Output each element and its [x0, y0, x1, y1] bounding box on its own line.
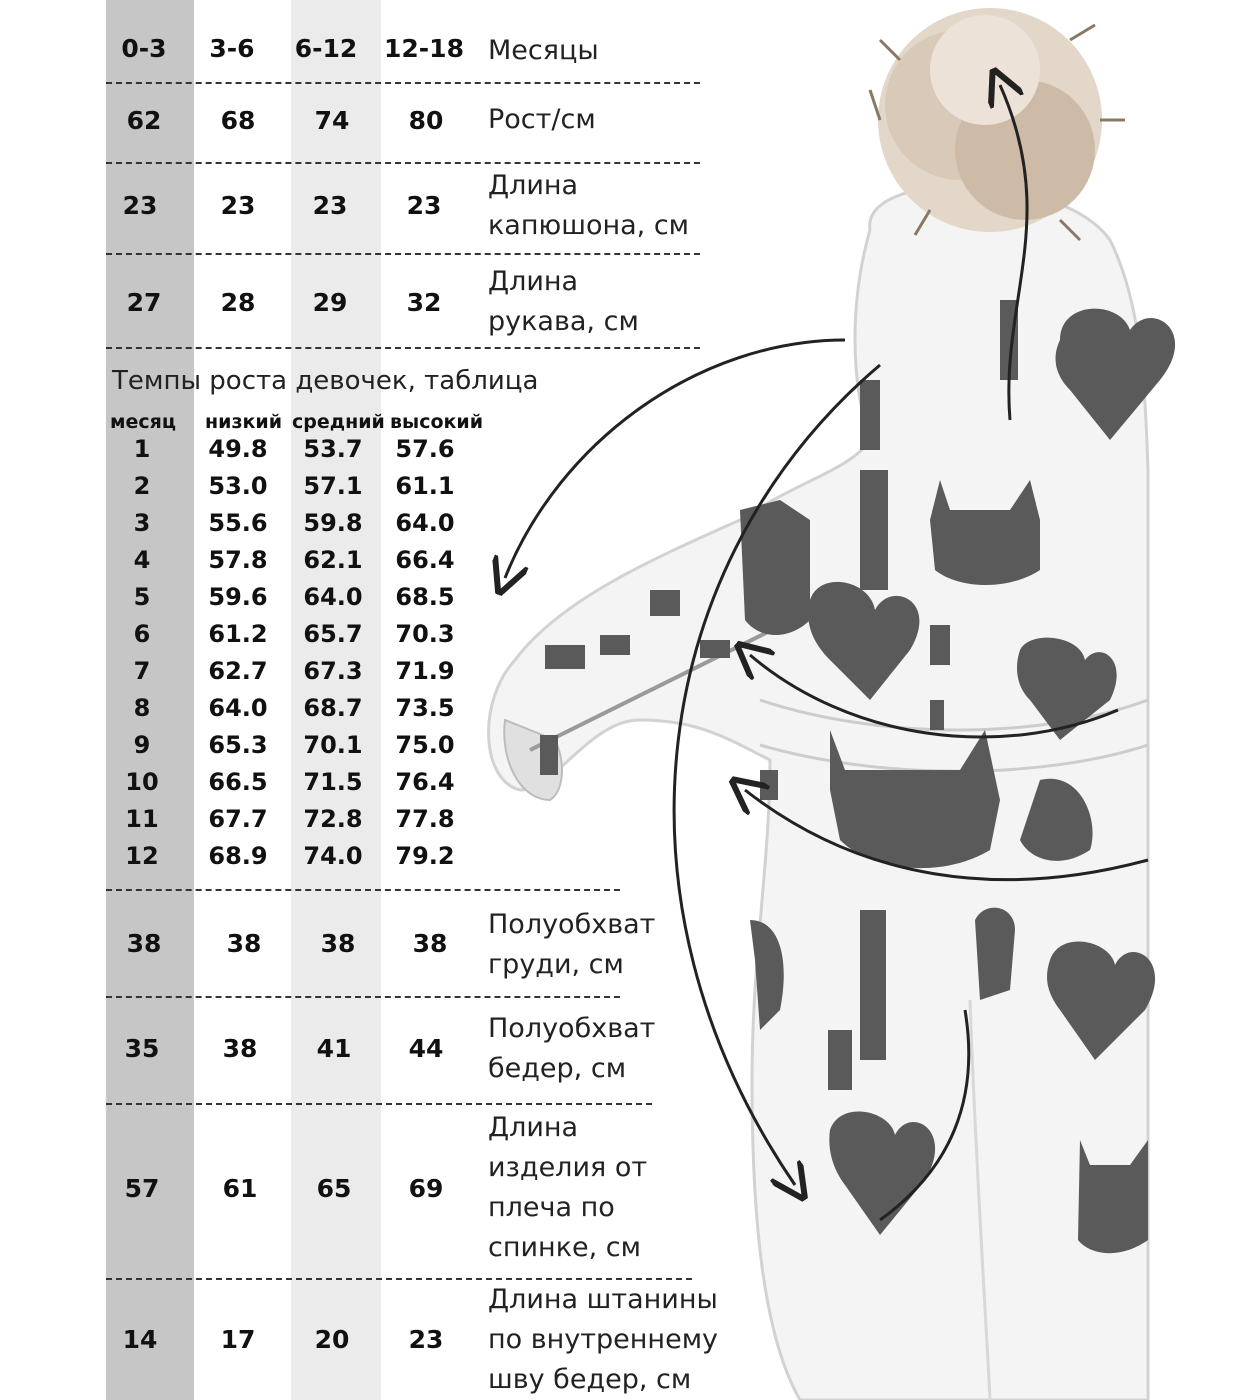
growth-value-cell: 53.7 [303, 435, 363, 463]
value-cell: 20 [314, 1325, 350, 1354]
growth-value-cell: 61.2 [208, 620, 268, 648]
heart-print [975, 908, 1015, 1000]
growth-value-cell: 64.0 [395, 509, 455, 537]
value-cell: 17 [220, 1325, 256, 1354]
value-cell: 27 [126, 288, 162, 317]
value-cell: 38 [222, 1034, 258, 1063]
stripe-print [545, 645, 585, 669]
measure-label: Длина капюшона, см [488, 170, 690, 241]
stripe-print [650, 590, 680, 616]
growth-value-cell: 65.3 [208, 731, 268, 759]
value-cell: 38 [320, 929, 356, 958]
growth-value-cell: 77.8 [395, 805, 455, 833]
stripe-print [860, 910, 886, 1060]
value-cell: 41 [316, 1034, 352, 1063]
growth-value-cell: 68.9 [208, 842, 268, 870]
stripe-print [828, 1030, 852, 1090]
header-col-3: 12-18 [384, 34, 464, 63]
growth-value-cell: 53.0 [208, 472, 268, 500]
measure-label: Рост/см [488, 104, 596, 135]
value-cell: 32 [406, 288, 442, 317]
stripe-print [760, 770, 778, 800]
value-cell: 23 [122, 191, 158, 220]
measure-label: Длина изделия от плеча по спинке, см [488, 1112, 648, 1263]
growth-month-cell: 4 [133, 546, 151, 574]
measure-label: Длина штанины по внутреннему шву бедер, см [488, 1284, 719, 1395]
growth-month-cell: 8 [133, 694, 151, 722]
value-cell: 23 [312, 191, 348, 220]
growth-header-low: низкий [205, 411, 283, 433]
growth-month-cell: 12 [125, 842, 159, 870]
growth-value-cell: 75.0 [395, 731, 455, 759]
value-cell: 23 [220, 191, 256, 220]
growth-value-cell: 79.2 [395, 842, 455, 870]
growth-value-cell: 67.3 [303, 657, 363, 685]
value-cell: 62 [126, 106, 162, 135]
growth-value-cell: 73.5 [395, 694, 455, 722]
value-cell: 38 [226, 929, 262, 958]
value-cell: 23 [406, 191, 442, 220]
growth-value-cell: 57.1 [303, 472, 363, 500]
stripe-print [930, 700, 944, 730]
stripe-print [700, 640, 730, 658]
jumpsuit-illustration [480, 0, 1248, 1400]
growth-value-cell: 62.7 [208, 657, 268, 685]
growth-value-cell: 68.7 [303, 694, 363, 722]
growth-month-cell: 2 [133, 472, 151, 500]
growth-value-cell: 66.5 [208, 768, 268, 796]
growth-value-cell: 74.0 [303, 842, 363, 870]
value-cell: 28 [220, 288, 256, 317]
stripe-print [860, 380, 880, 450]
growth-month-cell: 10 [125, 768, 159, 796]
header-col-1: 3-6 [209, 34, 255, 63]
growth-value-cell: 49.8 [208, 435, 268, 463]
growth-month-cell: 6 [133, 620, 151, 648]
growth-value-cell: 71.5 [303, 768, 363, 796]
growth-value-cell: 70.1 [303, 731, 363, 759]
growth-value-cell: 76.4 [395, 768, 455, 796]
growth-value-cell: 67.7 [208, 805, 268, 833]
stripe-print [600, 635, 630, 655]
growth-month-cell: 3 [133, 509, 151, 537]
measure-label: Полуобхват бедер, см [488, 1013, 656, 1084]
growth-value-cell: 70.3 [395, 620, 455, 648]
growth-value-cell: 71.9 [395, 657, 455, 685]
growth-month-cell: 9 [133, 731, 151, 759]
growth-header-high: высокий [390, 411, 484, 433]
growth-month-cell: 11 [125, 805, 159, 833]
stripe-print [860, 470, 888, 590]
value-cell: 29 [312, 288, 348, 317]
growth-value-cell: 55.6 [208, 509, 268, 537]
value-cell: 74 [314, 106, 350, 135]
growth-header-month: месяц [110, 411, 176, 433]
growth-value-cell: 68.5 [395, 583, 455, 611]
value-cell: 14 [122, 1325, 158, 1354]
measure-label: Полуобхват груди, см [488, 909, 656, 980]
growth-month-cell: 1 [133, 435, 151, 463]
header-months-label: Месяцы [488, 35, 599, 66]
stripe-print [930, 625, 950, 665]
growth-value-cell: 61.1 [395, 472, 455, 500]
value-cell: 68 [220, 106, 256, 135]
growth-month-cell: 7 [133, 657, 151, 685]
value-cell: 65 [316, 1174, 352, 1203]
value-cell: 35 [124, 1034, 160, 1063]
stripe-print [540, 735, 558, 775]
value-cell: 38 [126, 929, 162, 958]
header-col-0: 0-3 [121, 34, 167, 63]
growth-value-cell: 72.8 [303, 805, 363, 833]
growth-value-cell: 59.6 [208, 583, 268, 611]
header-col-2: 6-12 [294, 34, 358, 63]
growth-value-cell: 57.6 [395, 435, 455, 463]
value-cell: 44 [408, 1034, 444, 1063]
value-cell: 69 [408, 1174, 444, 1203]
growth-value-cell: 59.8 [303, 509, 363, 537]
growth-table-title: Темпы роста девочек, таблица [112, 366, 539, 396]
value-cell: 57 [124, 1174, 160, 1203]
growth-value-cell: 66.4 [395, 546, 455, 574]
value-cell: 61 [222, 1174, 258, 1203]
growth-value-cell: 65.7 [303, 620, 363, 648]
value-cell: 80 [408, 106, 444, 135]
growth-value-cell: 62.1 [303, 546, 363, 574]
value-cell: 38 [412, 929, 448, 958]
measure-label: Длина рукава, см [488, 266, 639, 337]
growth-month-cell: 5 [133, 583, 151, 611]
growth-value-cell: 64.0 [303, 583, 363, 611]
value-cell: 23 [408, 1325, 444, 1354]
growth-value-cell: 64.0 [208, 694, 268, 722]
growth-header-mid: средний [292, 411, 385, 433]
growth-value-cell: 57.8 [208, 546, 268, 574]
